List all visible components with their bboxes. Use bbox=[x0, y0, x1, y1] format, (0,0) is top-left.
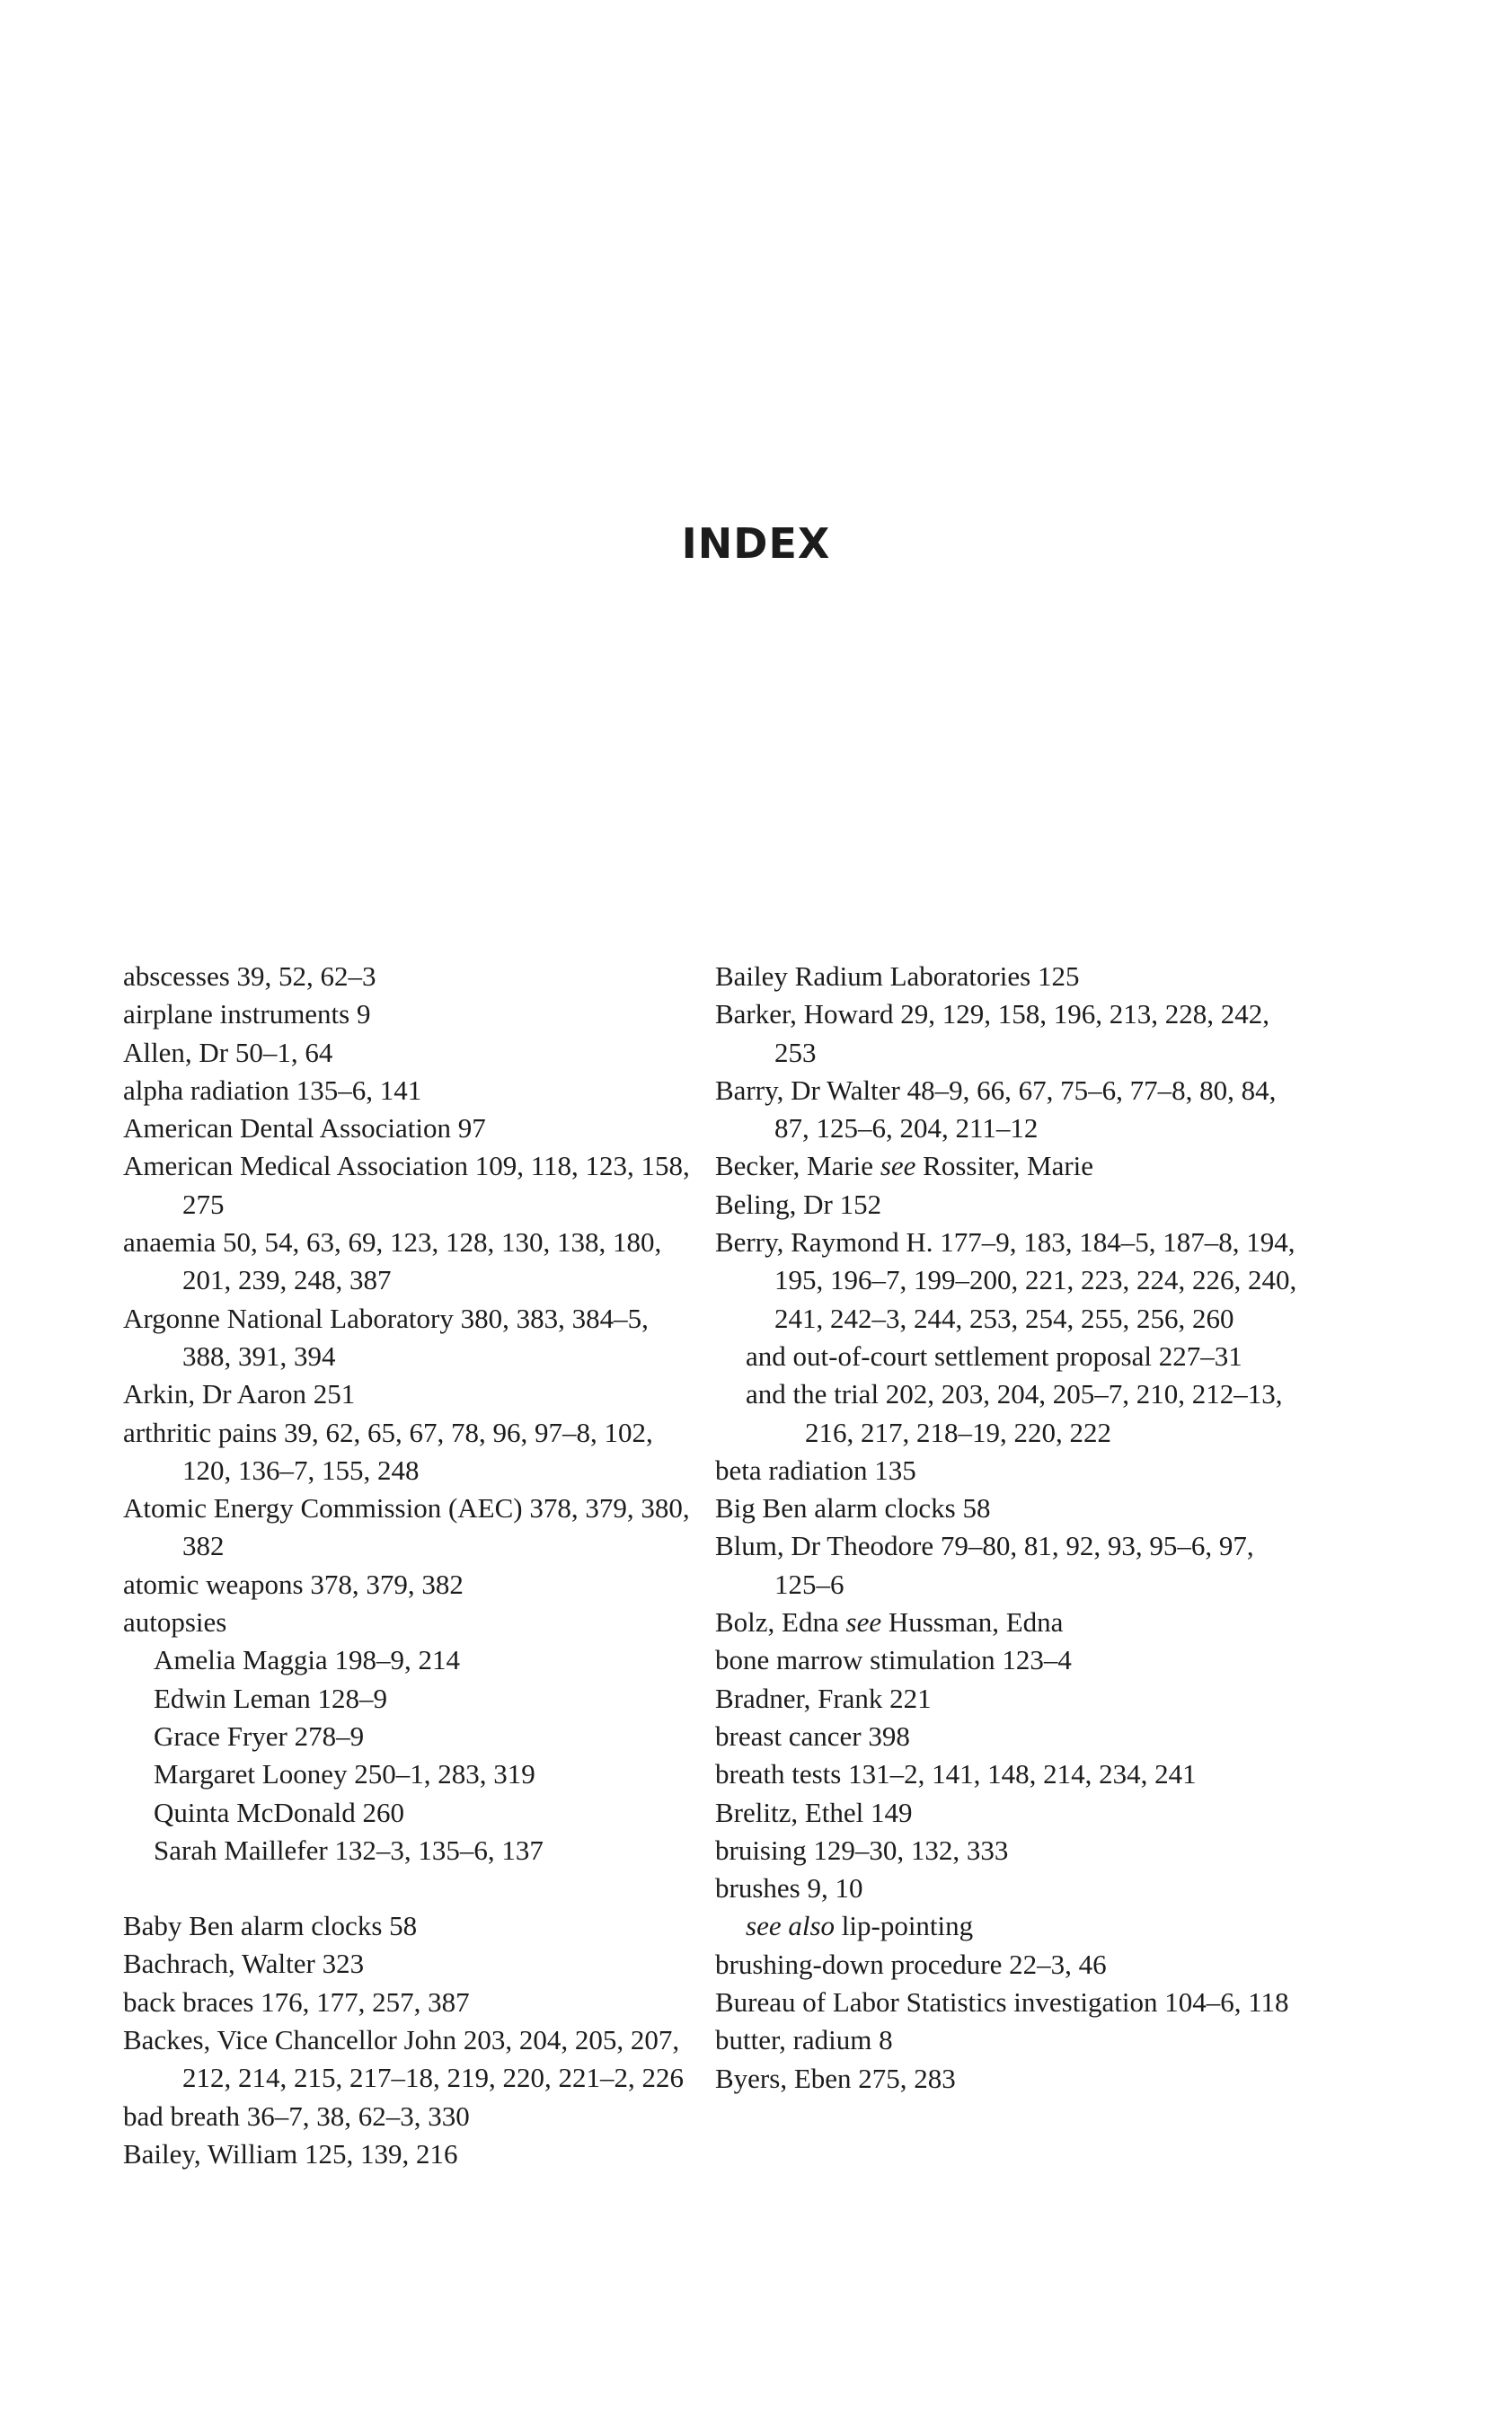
see-target: Rossiter, Marie bbox=[923, 1150, 1094, 1182]
entry-text: back braces 176, 177, 257, 387 bbox=[123, 1985, 470, 2018]
entry-text: abscesses 39, 52, 62–3 bbox=[123, 960, 376, 992]
entry-text: breath tests 131–2, 141, 148, 214, 234, 241 bbox=[715, 1758, 1197, 1790]
entry-text: American Medical Association 109, 118, 123, 158, 275 bbox=[123, 1150, 690, 1220]
index-entry bbox=[715, 1794, 1308, 1832]
entry-text: and out-of-court settlement proposal 227–31 bbox=[746, 1339, 1242, 1372]
entry-text: atomic weapons 378, 379, 382 bbox=[123, 1568, 464, 1600]
entry-text: Barry, Dr Walter 48–9, 66, 67, 75–6, 77–8, 80, 84, 87, 125–6, 204, 211–12 bbox=[715, 1074, 1277, 1145]
index-entry bbox=[715, 1946, 1308, 1984]
entry-text: Edwin Leman 128–9 bbox=[154, 1682, 388, 1714]
index-column-right bbox=[715, 958, 1308, 2098]
index-entry bbox=[715, 1527, 1308, 1604]
index-entry bbox=[715, 1604, 1308, 1641]
index-subentry bbox=[123, 1680, 698, 1718]
entry-text: brushes 9, 10 bbox=[715, 1872, 863, 1905]
entry-text: Amelia Maggia 198–9, 214 bbox=[154, 1644, 460, 1676]
index-entry bbox=[123, 2098, 698, 2135]
entry-text: arthritic pains 39, 62, 65, 67, 78, 96, 97–8, 102, 120, 136–7, 155, 248 bbox=[123, 1416, 653, 1486]
index-entry bbox=[123, 2021, 698, 2098]
index-subentry bbox=[123, 1794, 698, 1832]
entry-text: Margaret Looney 250–1, 283, 319 bbox=[154, 1758, 535, 1790]
index-entry bbox=[123, 1945, 698, 1983]
index-entry bbox=[123, 1109, 698, 1147]
index-entry bbox=[123, 2135, 698, 2173]
entry-text: Bailey, William 125, 139, 216 bbox=[123, 2137, 458, 2170]
index-entry bbox=[715, 1072, 1308, 1148]
index-entry bbox=[123, 1147, 698, 1224]
index-entry bbox=[715, 1755, 1308, 1793]
index-subentry bbox=[123, 1832, 698, 1870]
index-entry bbox=[715, 1870, 1308, 1907]
index-entry bbox=[123, 1072, 698, 1109]
entry-text: Big Ben alarm clocks 58 bbox=[715, 1492, 991, 1525]
entry-text: breast cancer 398 bbox=[715, 1719, 910, 1752]
see-reference: see bbox=[845, 1606, 882, 1639]
see-target: lip-pointing bbox=[841, 1910, 974, 1942]
index-entry bbox=[715, 1224, 1308, 1338]
entry-text: Baby Ben alarm clocks 58 bbox=[123, 1910, 418, 1942]
index-subentry bbox=[123, 1718, 698, 1755]
page-title: INDEX bbox=[681, 519, 831, 568]
entry-text: Bailey Radium Laboratories 125 bbox=[715, 960, 1080, 992]
index-entry bbox=[715, 1680, 1308, 1718]
entry-text: bad breath 36–7, 38, 62–3, 330 bbox=[123, 2099, 470, 2132]
entry-text: Quinta McDonald 260 bbox=[154, 1796, 404, 1828]
index-entry bbox=[715, 1489, 1308, 1527]
entry-text: Argonne National Laboratory 380, 383, 384–5, 388, 391, 394 bbox=[123, 1302, 649, 1372]
index-subentry bbox=[123, 1755, 698, 1793]
index-entry bbox=[123, 1034, 698, 1072]
entry-text: Barker, Howard 29, 129, 158, 196, 213, 228, 242, 253 bbox=[715, 998, 1269, 1068]
see-reference: see also bbox=[746, 1910, 836, 1942]
index-entry bbox=[715, 1147, 1308, 1185]
index-entry bbox=[123, 1300, 698, 1376]
index-entry bbox=[715, 958, 1308, 995]
entry-text: Grace Fryer 278–9 bbox=[154, 1719, 365, 1752]
index-subentry bbox=[715, 1375, 1308, 1452]
see-reference: see bbox=[880, 1150, 916, 1182]
entry-text: Bradner, Frank 221 bbox=[715, 1682, 932, 1714]
entry-text: American Dental Association 97 bbox=[123, 1112, 486, 1145]
entry-text: Sarah Maillefer 132–3, 135–6, 137 bbox=[154, 1834, 544, 1866]
index-entry bbox=[123, 1414, 698, 1490]
entry-text: bruising 129–30, 132, 333 bbox=[715, 1834, 1009, 1866]
entry-text: anaemia 50, 54, 63, 69, 123, 128, 130, 138, 180, 201, 239, 248, 387 bbox=[123, 1226, 662, 1296]
index-subentry bbox=[715, 1338, 1308, 1375]
entry-text: Brelitz, Ethel 149 bbox=[715, 1796, 913, 1828]
index-entry bbox=[715, 1718, 1308, 1755]
entry-text: Bolz, Edna bbox=[715, 1606, 839, 1639]
index-entry bbox=[715, 2021, 1308, 2059]
index-entry bbox=[123, 958, 698, 995]
index-entry bbox=[123, 995, 698, 1033]
entry-text: airplane instruments 9 bbox=[123, 998, 371, 1030]
index-entry bbox=[715, 2060, 1308, 2098]
index-column-left bbox=[123, 958, 698, 2173]
index-entry bbox=[123, 1566, 698, 1604]
entry-text: alpha radiation 135–6, 141 bbox=[123, 1074, 422, 1106]
entry-text: bone marrow stimulation 123–4 bbox=[715, 1644, 1072, 1676]
entry-text: Blum, Dr Theodore 79–80, 81, 92, 93, 95–6, 97, 125–6 bbox=[715, 1530, 1254, 1600]
index-entry bbox=[715, 1984, 1308, 2021]
index-entry bbox=[715, 1186, 1308, 1224]
entry-text: Bachrach, Walter 323 bbox=[123, 1948, 365, 1980]
index-entry bbox=[123, 1375, 698, 1413]
index-subentry bbox=[715, 1907, 1308, 1945]
entry-text: beta radiation 135 bbox=[715, 1454, 916, 1486]
entry-text: butter, radium 8 bbox=[715, 2024, 893, 2056]
entry-text: Byers, Eben 275, 283 bbox=[715, 2062, 956, 2094]
index-entry bbox=[123, 1604, 698, 1641]
entry-text: and the trial 202, 203, 204, 205–7, 210, 212–13, 216, 217, 218–19, 220, 222 bbox=[746, 1378, 1283, 1448]
entry-text: Beling, Dr 152 bbox=[715, 1188, 882, 1220]
entry-text: autopsies bbox=[123, 1606, 227, 1639]
index-entry bbox=[715, 1452, 1308, 1489]
see-target: Hussman, Edna bbox=[888, 1606, 1064, 1639]
index-entry bbox=[123, 1907, 698, 1945]
index-entry bbox=[123, 1984, 698, 2021]
index-entry bbox=[123, 1224, 698, 1300]
index-entry bbox=[715, 1641, 1308, 1679]
entry-text: Backes, Vice Chancellor John 203, 204, 205, 207, 212, 214, 215, 217–18, 219, 220, 221–2, 226 bbox=[123, 2024, 684, 2094]
entry-text: Berry, Raymond H. 177–9, 183, 184–5, 187–8, 194, 195, 196–7, 199–200, 221, 223, 224, 226, 240, 241, 242–3, 244, 253, 254, 255, 256, 260 bbox=[715, 1226, 1297, 1334]
index-entry bbox=[715, 1832, 1308, 1870]
entry-text: Arkin, Dr Aaron 251 bbox=[123, 1378, 356, 1410]
entry-text: brushing-down procedure 22–3, 46 bbox=[715, 1948, 1107, 1980]
index-subentry bbox=[123, 1641, 698, 1679]
index-entry bbox=[715, 995, 1308, 1072]
entry-text: Bureau of Labor Statistics investigation 104–6, 118 bbox=[715, 1986, 1289, 2019]
entry-text: Atomic Energy Commission (AEC) 378, 379, 380, 382 bbox=[123, 1492, 690, 1562]
entry-text: Allen, Dr 50–1, 64 bbox=[123, 1036, 333, 1068]
index-entry bbox=[123, 1489, 698, 1566]
entry-text: Becker, Marie bbox=[715, 1150, 874, 1182]
